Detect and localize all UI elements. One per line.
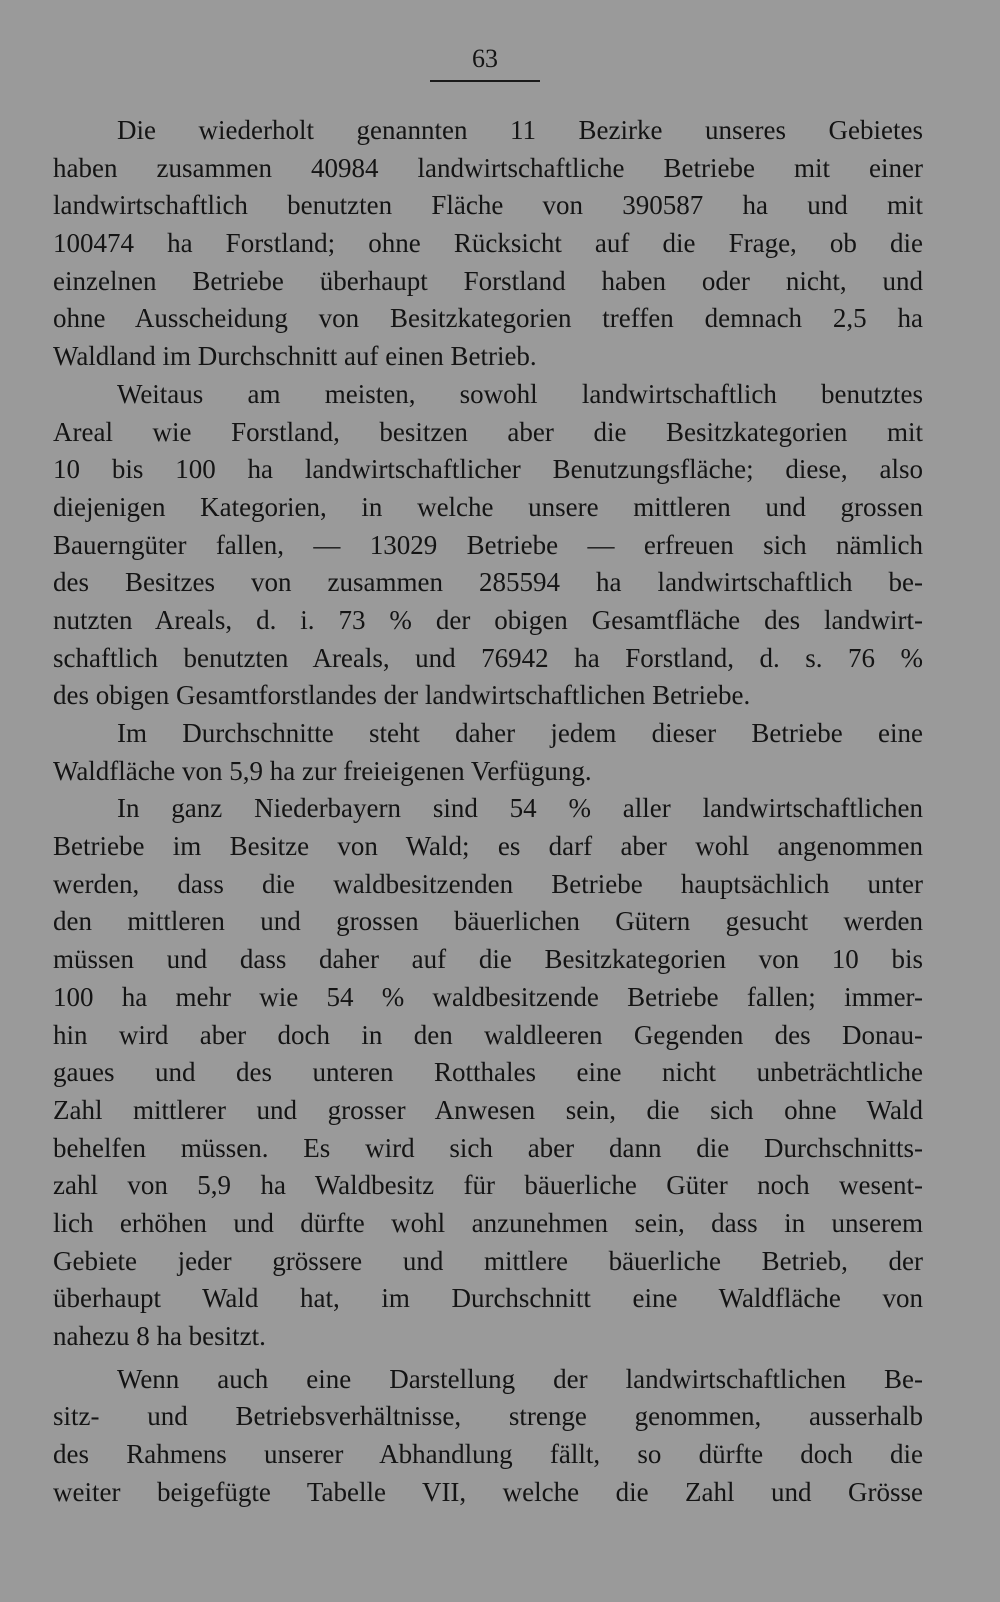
text-line: Weitaus am meisten, sowohl landwirtschaftlich benutztes <box>117 378 923 409</box>
text-line: In ganz Niederbayern sind 54 % aller landwirtschaftlichen <box>117 793 923 824</box>
text-line: sitz- und Betriebsverhältnisse, strenge genommen, ausserhalb <box>53 1401 923 1432</box>
text-line: Die wiederholt genannten 11 Bezirke unseres Gebietes <box>117 115 923 145</box>
text-line: Zahl mittlerer und grosser Anwesen sein, die sich ohne Wald <box>53 1094 923 1125</box>
text-line: Betriebe im Besitze von Wald; es darf aber wohl angenommen <box>53 831 923 862</box>
text-line: werden, dass die waldbesitzenden Betriebe hauptsächlich unter <box>53 868 923 899</box>
page-number-rule <box>430 80 540 82</box>
text-line: nutzten Areals, d. i. 73 % der obigen Gesamtfläche des landwirt- <box>53 604 923 635</box>
text-line: Im Durchschnitte steht daher jedem dieser Betriebe eine <box>117 718 923 748</box>
text-line: schaftlich benutzten Areals, und 76942 ha Forstland, d. s. 76 % <box>53 642 923 673</box>
text-line: behelfen müssen. Es wird sich aber dann die Durchschnitts- <box>53 1132 923 1163</box>
text-line: des Besitzes von zusammen 285594 ha landwirtschaftlich be- <box>53 567 923 598</box>
text-line: Waldfläche von 5,9 ha zur freieigenen Verfügung. <box>53 755 592 786</box>
text-line: des obigen Gesamtforstlandes der landwirtschaftlichen Betriebe. <box>53 680 751 711</box>
text-line: Wenn auch eine Darstellung der landwirtschaftlichen Be- <box>117 1363 923 1394</box>
text-line: hin wird aber doch in den waldleeren Gegenden des Donau- <box>53 1019 923 1050</box>
text-line: Waldland im Durchschnitt auf einen Betrieb. <box>53 341 537 372</box>
text-line: nahezu 8 ha besitzt. <box>53 1321 266 1351</box>
text-line: lich erhöhen und dürfte wohl anzunehmen sein, dass in unserem <box>53 1207 923 1238</box>
text-line: zahl von 5,9 ha Waldbesitz für bäuerliche Güter noch wesent- <box>53 1170 923 1201</box>
text-line: 100 ha mehr wie 54 % waldbesitzende Betriebe fallen; immer- <box>53 981 923 1012</box>
page-number: 63 <box>472 44 498 73</box>
text-line: diejenigen Kategorien, in welche unsere mittleren und grossen <box>53 491 923 522</box>
text-line: des Rahmens unserer Abhandlung fällt, so dürfte doch die <box>53 1439 923 1470</box>
text-line: einzelnen Betriebe überhaupt Forstland haben oder nicht, und <box>53 265 923 296</box>
text-line: gaues und des unteren Rotthales eine nicht unbeträchtliche <box>53 1057 923 1088</box>
text-line: den mittleren und grossen bäuerlichen Gütern gesucht werden <box>53 906 923 937</box>
body-text <box>53 112 923 1511</box>
text-line: haben zusammen 40984 landwirtschaftliche Betriebe mit einer <box>53 152 923 183</box>
text-line: Areal wie Forstland, besitzen aber die Besitzkategorien mit <box>53 416 923 447</box>
text-line: 100474 ha Forstland; ohne Rücksicht auf die Frage, ob die <box>53 228 923 259</box>
text-line: landwirtschaftlich benutzten Fläche von 390587 ha und mit <box>53 190 923 221</box>
text-line: Gebiete jeder grössere und mittlere bäuerliche Betrieb, der <box>53 1245 923 1276</box>
text-line: weiter beigefügte Tabelle VII, welche die Zahl und Grösse <box>53 1476 923 1507</box>
text-line: ohne Ausscheidung von Besitzkategorien treffen demnach 2,5 ha <box>53 303 923 334</box>
text-line: Bauerngüter fallen, — 13029 Betriebe — erfreuen sich nämlich <box>53 529 923 560</box>
text-line: 10 bis 100 ha landwirtschaftlicher Benutzungsfläche; diese, also <box>53 454 923 485</box>
text-line: überhaupt Wald hat, im Durchschnitt eine Waldfläche von <box>53 1283 923 1314</box>
text-line: müssen und dass daher auf die Besitzkategorien von 10 bis <box>53 944 923 975</box>
